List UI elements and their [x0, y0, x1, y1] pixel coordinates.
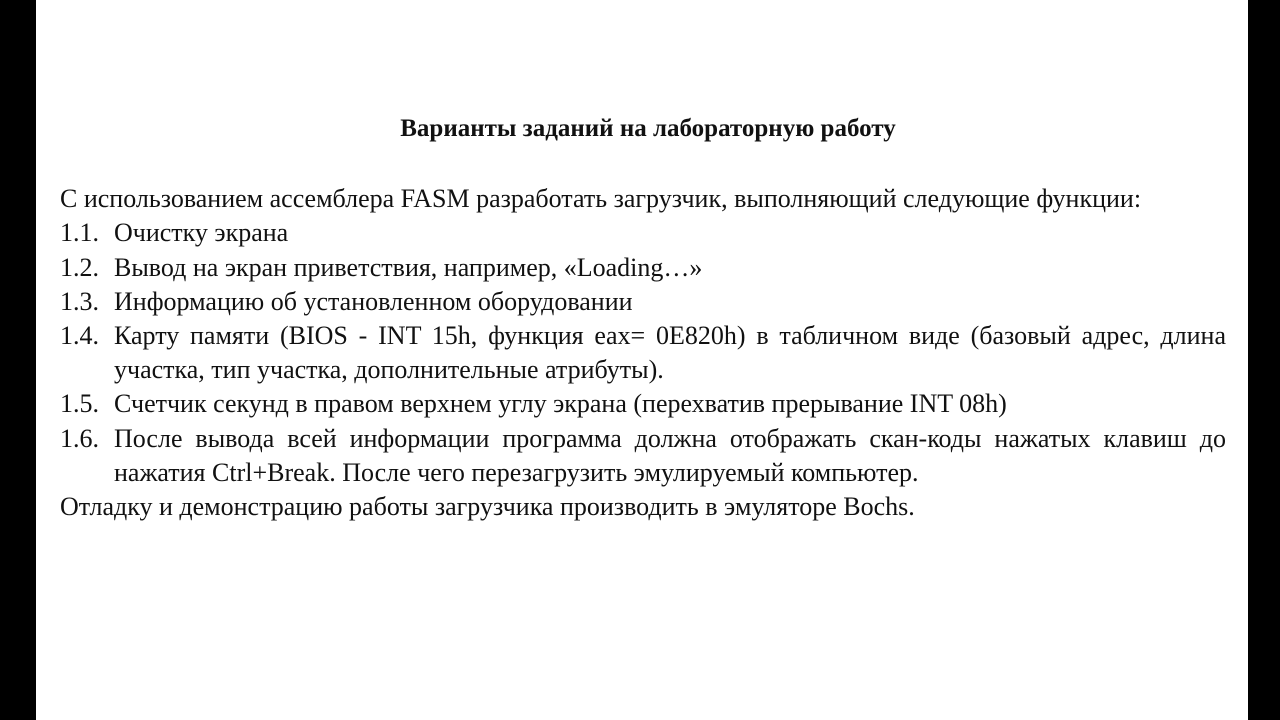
document-content	[60, 112, 1226, 524]
item-number: 1.5.	[60, 389, 99, 419]
document-page	[36, 0, 1248, 720]
item-number: 1.4.	[60, 321, 99, 351]
item-text: Очистку экрана	[114, 218, 289, 248]
outro-paragraph: Отладку и демонстрацию работы загрузчика производить в эмуляторе Bochs.	[60, 492, 915, 522]
item-text: Информацию об установленном оборудовании	[114, 286, 633, 316]
list-item	[60, 285, 1226, 319]
item-text: Карту памяти (BIOS - INT 15h, функция eax= 0E820h) в табличном виде (базовый адрес, длина участка, тип участка, дополнительные атрибуты).	[114, 321, 1226, 385]
item-number: 1.1.	[60, 218, 99, 248]
item-text: Вывод на экран приветствия, например, «Loading…»	[114, 252, 703, 282]
list-item	[60, 422, 1226, 490]
list-item	[60, 251, 1226, 285]
item-number: 1.2.	[60, 252, 99, 282]
document-title: Варианты заданий на лабораторную работу	[400, 115, 896, 142]
intro-paragraph: С использованием ассемблера FASM разработать загрузчик, выполняющий следующие функции:	[60, 184, 1142, 214]
item-text: После вывода всей информации программа должна отображать скан-коды нажатых клавиш до нажатия Ctrl+Break. После чего перезагрузить эмулируемый компьютер.	[114, 423, 1226, 487]
task-list	[60, 216, 1226, 490]
item-number: 1.6.	[60, 423, 99, 453]
list-item	[60, 319, 1226, 387]
list-item	[60, 216, 1226, 250]
item-text: Счетчик секунд в правом верхнем углу экрана (перехватив прерывание INT 08h)	[114, 389, 1007, 419]
list-item	[60, 387, 1226, 421]
item-number: 1.3.	[60, 286, 99, 316]
